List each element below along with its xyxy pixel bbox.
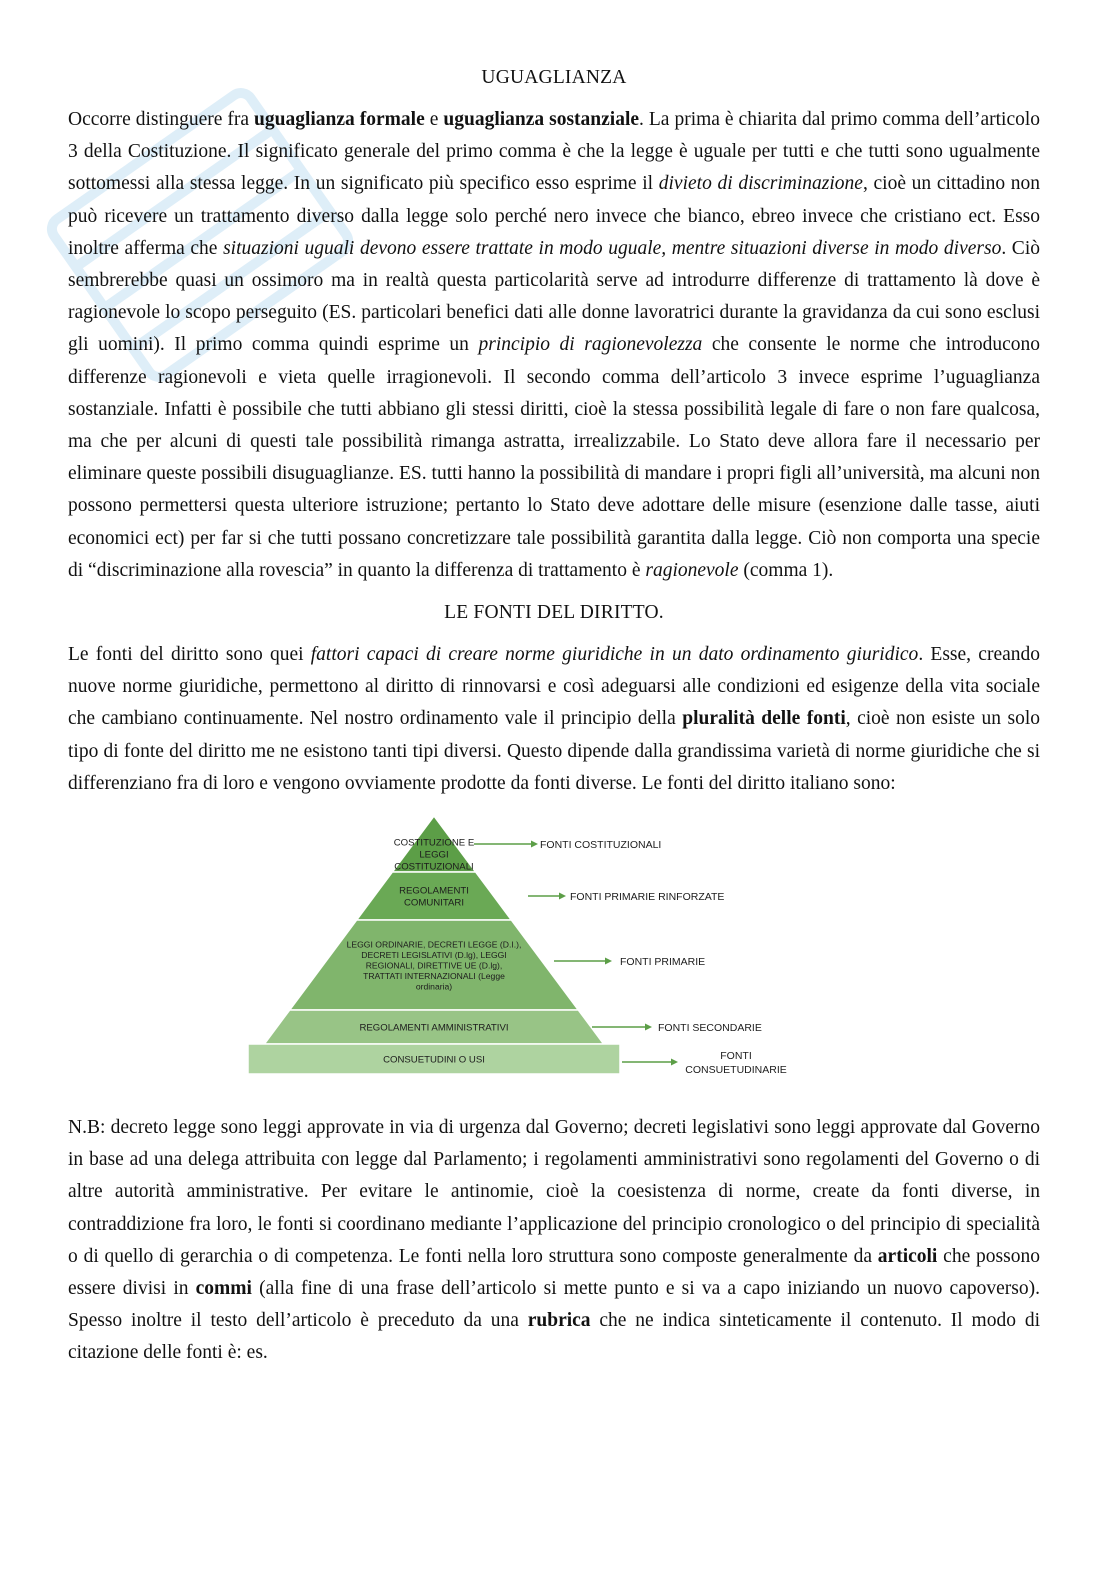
text-run: ragionevole: [645, 559, 739, 581]
text-run: commi: [195, 1278, 252, 1300]
text-run: Le fonti del diritto sono quei: [68, 644, 311, 666]
pyramid-level-label: COSTITUZIONALI: [394, 861, 474, 873]
text-run: (alla fine di una frase dell’articolo si mette punto e si va a capo iniziando un nuovo capoverso). Spesso inoltre il testo dell’articolo è preceduto da una: [68, 1278, 1040, 1332]
text-run: che ne indica sinteticamente il contenuto. Il modo di citazione delle fonti è: es.: [68, 1310, 1040, 1364]
pyramid-level-label: REGOLAMENTI: [399, 885, 469, 897]
category-label: CONSUETUDINARIE: [685, 1064, 787, 1077]
text-run: articoli: [877, 1245, 938, 1267]
text-run: pluralità delle fonti: [682, 708, 846, 730]
category-label: FONTI PRIMARIE RINFORZATE: [570, 891, 725, 904]
pyramid-level-label: REGOLAMENTI AMMINISTRATIVI: [359, 1022, 509, 1034]
fonti-pyramid-figure: [68, 812, 1040, 1102]
pyramid-level-label: ordinaria): [415, 981, 453, 992]
category-label: FONTI SECONDARIE: [658, 1022, 762, 1035]
pyramid-level-label: REGIONALI, DIRETTIVE UE (D.lg),: [365, 960, 503, 971]
text-run: fattori capaci di creare norme giuridiche in un dato ordinamento giuridico: [310, 644, 919, 666]
text-run: . Esse, creando nuove norme giuridiche, permettono al diritto di rinnovarsi e così adeguarsi alle condizioni ed esigenze della vita sociale che cambiano continuamente. Nel nostro ordinamento vale il principio della: [68, 644, 1041, 730]
pyramid-level-label: CONSUETUDINI O USI: [383, 1054, 485, 1066]
text-run: rubrica: [527, 1310, 591, 1332]
arrow-head-icon: [605, 958, 612, 965]
pyramid-level-label: DECRETI LEGISLATIVI (D.lg), LEGGI: [361, 950, 507, 961]
paragraph-uguaglianza: [68, 104, 1040, 587]
text-run: e: [424, 109, 444, 130]
text-run: che possono essere divisi in: [68, 1245, 1040, 1300]
text-run: uguaglianza formale: [254, 109, 425, 130]
text-run: uguaglianza sostanziale: [443, 109, 640, 130]
fonti-pyramid-diagram: [68, 812, 1040, 1102]
pyramid-level-label: COSTITUZIONE E: [393, 837, 475, 849]
arrow-head-icon: [559, 893, 566, 900]
text-run: . Ciò sembrerebbe quasi un ossimoro ma in realtà questa particolarità serve ad introdurre differenze di trattamento là dove è ragionevole lo scopo perseguito (ES. particolari benefici dati alle donne lavoratrici durante la gravidanza da cui sono esclusi gli uomini). Il primo comma quindi esprime un: [68, 237, 1040, 356]
text-run: , cioè non esiste un solo tipo di fonte del diritto me ne esistono tanti tipi diversi. Questo dipende dalla grandissima varietà di norme giuridiche che si differenziano fra di loro e vengono ovviamente prodotte da fonti diverse. Le fonti del diritto italiano sono:: [68, 708, 1040, 794]
text-run: , cioè un cittadino non può ricevere un trattamento diverso dalla legge solo perché nero invece che bianco, ebreo invece che cristiano ect. Esso inoltre afferma che: [68, 173, 1040, 259]
pyramid-level-label: LEGGI: [419, 849, 449, 861]
text-run: . La prima è chiarita dal primo comma dell’articolo 3 della Costituzione. Il significato generale del primo comma è che la legge è uguale per tutti e che tutti sono ugualmente sottomessi alla stessa legge. In un significato più specifico esso esprime il: [68, 109, 1041, 195]
arrow-head-icon: [645, 1024, 652, 1031]
text-run: principio di ragionevolezza: [478, 334, 703, 356]
pyramid-level-label: LEGGI ORDINARIE, DECRETI LEGGE (D.I.),: [346, 939, 522, 950]
document-page: [68, 62, 1040, 1370]
pyramid-level-label: COMUNITARI: [403, 897, 465, 909]
text-run: Occorre distinguere fra: [68, 109, 255, 130]
text-run: situazioni uguali devono essere trattate in modo uguale, mentre situazioni diverse in modo diverso: [223, 237, 1002, 259]
section-title-uguaglianza: UGUAGLIANZA: [481, 67, 627, 88]
paragraph-fonti-intro: [68, 639, 1040, 800]
section-title-fonti: LE FONTI DEL DIRITTO.: [444, 602, 664, 624]
text-run: N.B: decreto legge sono leggi approvate in via di urgenza dal Governo; decreti legislativi sono leggi approvate dal Governo in base ad una delega attribuita con legge dal Parlamento; i regolamenti amministrativi sono regolamenti del Governo o di altre autorità amministrative. Per evitare le antinomie, cioè la coesistenza di norme, create da fonti diverse, in contraddizione fra loro, le fonti si coordinano mediante l’applicazione del principio cronologico o del principio di specialità o di quello di gerarchia o di competenza. Le fonti nella loro struttura sono composte generalmente da: [68, 1117, 1040, 1267]
category-label: FONTI COSTITUZIONALI: [540, 839, 662, 852]
paragraph-nb: [68, 1112, 1040, 1370]
text-run: divieto di discriminazione: [658, 173, 863, 195]
arrow-head-icon: [671, 1059, 678, 1066]
text-run: che consente le norme che introducono differenze ragionevoli e vieta quelle irragionevoli. Il secondo comma dell’articolo 3 invece esprime l’uguaglianza sostanziale. Infatti è possibile che tutti abbiano gli stessi diritti, cioè la stessa possibilità legale di fare o non fare qualcosa, ma che per alcuni di questi tale possibilità rimanga astratta, irrealizzabile. Lo Stato deve allora fare il necessario per eliminare queste possibili disuguaglianze. ES. tutti hanno la possibilità di mandare i propri figli all’università, ma alcuni non possono permettersi questa ulteriore istruzione; pertanto lo Stato deve adottare delle misure (esenzione dalle tasse, aiuti economici ect) per far si che tutti possano concretizzare tale possibilità garantita dalla legge. Ciò non comporta una specie di “discriminazione alla rovescia” in quanto la differenza di trattamento è: [68, 334, 1040, 581]
category-label: FONTI PRIMARIE: [620, 956, 706, 969]
category-label: FONTI: [720, 1050, 752, 1063]
text-run: (comma 1).: [738, 559, 834, 581]
arrow-head-icon: [531, 841, 538, 848]
pyramid-level-label: TRATTATI INTERNAZIONALI (Legge: [363, 971, 505, 982]
